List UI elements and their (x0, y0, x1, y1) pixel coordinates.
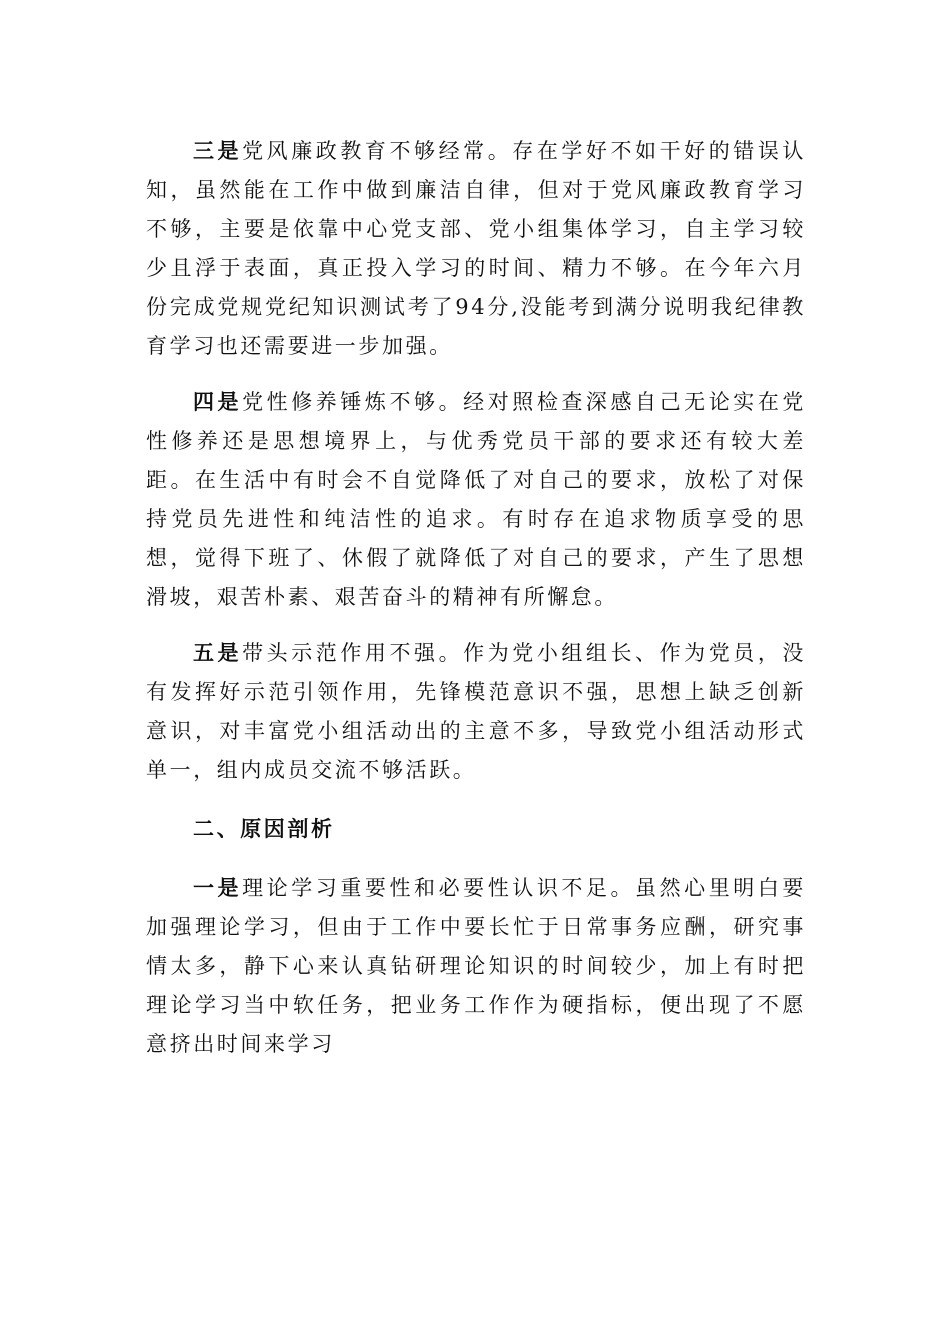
paragraph-lead: 一是 (193, 876, 243, 900)
paragraph-text: 理论学习重要性和必要性认识不足。虽然心里明白要加强理论学习，但由于工作中要长忙于日常事务应酬，研究事情太多，静下心来认真钻研理论知识的时间较少，加上有时把理论学习当中软任务，把业务工作作为硬指标，便出现了不愿意挤出时间来学习 (146, 876, 806, 1056)
paragraph-one (146, 869, 806, 1064)
paragraph-text: 党性修养锤炼不够。经对照检查深感自己无论实在党性修养还是思想境界上，与优秀党员干部的要求还有较大差距。在生活中有时会不自觉降低了对自己的要求，放松了对保持党员先进性和纯洁性的追求。有时存在追求物质享受的思想，觉得下班了、休假了就降低了对自己的要求，产生了思想滑坡，艰苦朴素、艰苦奋斗的精神有所懈怠。 (146, 390, 806, 609)
paragraph-text: 党风廉政教育不够经常。存在学好不如干好的错误认知，虽然能在工作中做到廉洁自律，但对于党风廉政教育学习不够，主要是依靠中心党支部、党小组集体学习，自主学习较少且浮于表面，真正投入学习的时间、精力不够。在今年六月份完成党规党纪知识测试考了94分,没能考到满分说明我纪律教育学习也还需要进一步加强。 (146, 139, 806, 358)
paragraph-three (146, 132, 806, 366)
section-heading: 二、原因剖析 (193, 817, 335, 841)
document-body (146, 132, 806, 1081)
paragraph-lead: 四是 (193, 390, 243, 414)
paragraph-lead: 三是 (193, 139, 243, 163)
paragraph-lead: 五是 (193, 641, 243, 665)
paragraph-five (146, 634, 806, 790)
paragraph-text: 带头示范作用不强。作为党小组组长、作为党员，没有发挥好示范引领作用，先锋模范意识不强，思想上缺乏创新意识，对丰富党小组活动出的主意不多，导致党小组活动形式单一，组内成员交流不够活跃。 (146, 641, 806, 782)
paragraph-four (146, 383, 806, 617)
